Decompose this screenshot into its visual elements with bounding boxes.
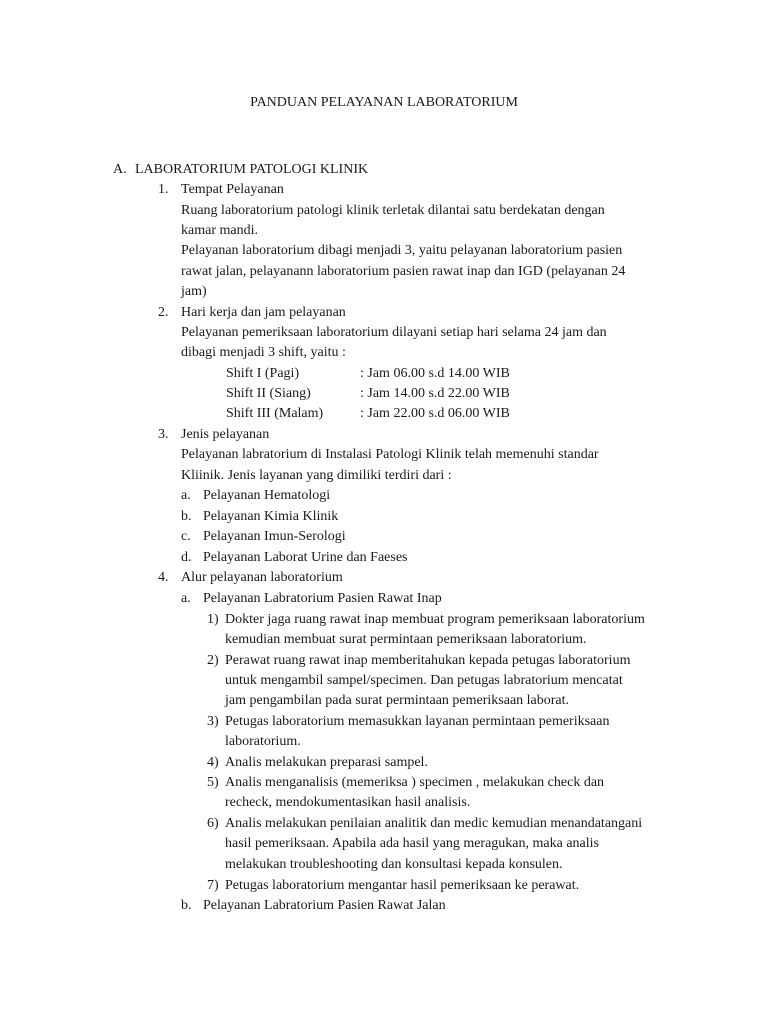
step-line: jam pengambilan pada surat permintaan pemeriksaan laborat.: [225, 693, 570, 708]
paragraph-line: Kliinik. Jenis layanan yang dimiliki terdiri dari :: [181, 468, 452, 483]
paragraph-line: Pelayanan labratorium di Instalasi Patologi Klinik telah memenuhi standar: [181, 447, 599, 462]
item-title: Jenis pelayanan: [181, 427, 270, 442]
section-letter: A.: [113, 162, 127, 177]
item-number: 3.: [158, 427, 169, 442]
service-letter: d.: [181, 550, 192, 565]
service-letter: a.: [181, 488, 191, 503]
step-line: kemudian membuat surat permintaan pemeriksaan laboratorium.: [225, 632, 587, 647]
step-line: Petugas laboratorium memasukkan layanan permintaan pemeriksaan: [225, 714, 610, 729]
item-title: Hari kerja dan jam pelayanan: [181, 305, 346, 320]
paragraph-line: Pelayanan laboratorium dibagi menjadi 3, yaitu pelayanan laboratorium pasien: [181, 243, 623, 258]
paragraph-line: Pelayanan pemeriksaan laboratorium dilayani setiap hari selama 24 jam dan: [181, 325, 607, 340]
step-number: 1): [207, 612, 219, 627]
document-title: PANDUAN PELAYANAN LABORATORIUM: [250, 95, 518, 110]
shift-time: : Jam 14.00 s.d 22.00 WIB: [360, 386, 510, 401]
step-number: 5): [207, 775, 219, 790]
item-number: 2.: [158, 305, 169, 320]
item-number: 1.: [158, 182, 169, 197]
subsection-letter: b.: [181, 898, 192, 913]
service-text: Pelayanan Laborat Urine dan Faeses: [203, 550, 408, 565]
step-line: Analis melakukan preparasi sampel.: [225, 755, 428, 770]
item-title: Alur pelayanan laboratorium: [181, 570, 343, 585]
paragraph-line: dibagi menjadi 3 shift, yaitu :: [181, 345, 346, 360]
subsection-title: Pelayanan Labratorium Pasien Rawat Inap: [203, 591, 442, 606]
step-line: melakukan troubleshooting dan konsultasi kepada konsulen.: [225, 857, 563, 872]
step-number: 7): [207, 878, 219, 893]
step-number: 4): [207, 755, 219, 770]
item-title: Tempat Pelayanan: [181, 182, 284, 197]
service-text: Pelayanan Kimia Klinik: [203, 509, 339, 524]
service-letter: c.: [181, 529, 191, 544]
step-line: laboratorium.: [225, 734, 301, 749]
step-line: Petugas laboratorium mengantar hasil pemeriksaan ke perawat.: [225, 878, 580, 893]
step-line: hasil pemeriksaan. Apabila ada hasil yang meragukan, maka analis: [225, 836, 599, 851]
step-number: 6): [207, 816, 219, 831]
step-line: Perawat ruang rawat inap memberitahukan kepada petugas laboratorium: [225, 653, 631, 668]
subsection-letter: a.: [181, 591, 191, 606]
paragraph-line: Ruang laboratorium patologi klinik terletak dilantai satu berdekatan dengan: [181, 203, 605, 218]
shift-time: : Jam 06.00 s.d 14.00 WIB: [360, 366, 510, 381]
step-line: recheck, mendokumentasikan hasil analisis.: [225, 795, 471, 810]
step-number: 2): [207, 653, 219, 668]
subsection-title: Pelayanan Labratorium Pasien Rawat Jalan: [203, 898, 446, 913]
step-line: untuk mengambil sampel/specimen. Dan petugas labratorium mencatat: [225, 673, 623, 688]
shift-name: Shift II (Siang): [226, 386, 311, 401]
step-line: Analis menganalisis (memeriksa ) specimen , melakukan check dan: [225, 775, 605, 790]
paragraph-line: kamar mandi.: [181, 223, 258, 238]
item-number: 4.: [158, 570, 169, 585]
section-heading: LABORATORIUM PATOLOGI KLINIK: [135, 162, 369, 177]
paragraph-line: rawat jalan, pelayanann laboratorium pasien rawat inap dan IGD (pelayanan 24: [181, 264, 626, 279]
service-letter: b.: [181, 509, 192, 524]
shift-name: Shift I (Pagi): [226, 366, 300, 381]
paragraph-line: jam): [181, 284, 207, 299]
service-text: Pelayanan Hematologi: [203, 488, 331, 503]
step-line: Analis melakukan penilaian analitik dan medic kemudian menandatangani: [225, 816, 643, 831]
shift-time: : Jam 22.00 s.d 06.00 WIB: [360, 406, 510, 421]
shift-name: Shift III (Malam): [226, 406, 324, 421]
service-text: Pelayanan Imun-Serologi: [203, 529, 346, 544]
step-number: 3): [207, 714, 219, 729]
step-line: Dokter jaga ruang rawat inap membuat program pemeriksaan laboratorium: [225, 612, 645, 627]
